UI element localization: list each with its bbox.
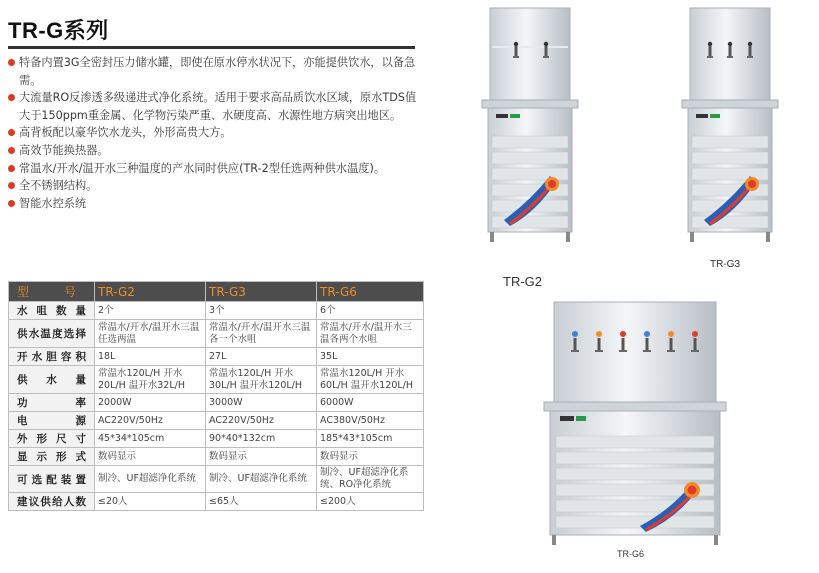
table-cell: 制冷、UF超滤净化系统: [206, 466, 317, 493]
table-cell: 35L: [317, 348, 424, 366]
feature-text: 智能水控系统: [19, 196, 87, 210]
feature-text: 特备内置3G全密封压力储水罐，即使在原水停水状况下，亦能提供饮水，以备急需。: [19, 56, 416, 87]
table-cell: 6000W: [317, 394, 424, 412]
table-cell: 常温水/开水/温开水三温任选两温: [95, 320, 206, 348]
table-cell: 常温水120L/H 开水60L/H 温开水120L/H: [317, 366, 424, 394]
feature-text: 高效节能换热器。: [19, 143, 109, 157]
table-header-cell: TR-G2: [95, 282, 206, 302]
title-underline: [8, 46, 415, 49]
product-image-tr-g3: [680, 6, 780, 246]
product-image-tr-g6: [540, 300, 730, 548]
table-header-row: [9, 282, 424, 302]
title-area: [8, 6, 418, 50]
table-cell: 185*43*105cm: [317, 430, 424, 448]
bullet-icon: [8, 59, 15, 66]
table-row: [9, 320, 424, 348]
bullet-icon: [8, 200, 15, 207]
table-cell: 3000W: [206, 394, 317, 412]
table-cell: 2个: [95, 302, 206, 320]
table-cell: 3个: [206, 302, 317, 320]
row-label: 开水胆容积: [9, 348, 95, 366]
table-cell: ≤20人: [95, 493, 206, 511]
feature-text: 高背板配以豪华饮水龙头，外形高贵大方。: [19, 126, 232, 140]
table-cell: 数码显示: [317, 448, 424, 466]
product-label-tr-g2: TR-G2: [503, 274, 542, 289]
row-label: 供水量: [9, 366, 95, 394]
bullet-icon: [8, 129, 15, 136]
feature-item: [8, 142, 418, 160]
feature-item: [8, 89, 418, 124]
table-header-cell: TR-G6: [317, 282, 424, 302]
table-row: [9, 302, 424, 320]
table-row: [9, 412, 424, 430]
row-label: 可选配装置: [9, 466, 95, 493]
row-label: 电源: [9, 412, 95, 430]
product-label-tr-g6: TR-G6: [617, 549, 644, 559]
table-cell: 常温水120L/H 开水20L/H 温开水32L/H: [95, 366, 206, 394]
table-cell: 制冷、UF超滤净化系统: [95, 466, 206, 493]
table-cell: 45*34*105cm: [95, 430, 206, 448]
table-cell: 18L: [95, 348, 206, 366]
table-cell: 90*40*132cm: [206, 430, 317, 448]
row-label: 供水温度选择: [9, 320, 95, 348]
table-cell: 数码显示: [95, 448, 206, 466]
table-header-cell: TR-G3: [206, 282, 317, 302]
table-cell: 数码显示: [206, 448, 317, 466]
feature-text: 全不锈钢结构。: [19, 179, 98, 193]
table-row: [9, 366, 424, 394]
feature-text: 大流量RO反渗透多级递进式净化系统。适用于要求高品质饮水区域，原水TDS值大于150ppm重金属、化学物污染严重、水硬度高、水源性地方病突出地区。: [19, 91, 417, 122]
table-cell: AC380V/50Hz: [317, 412, 424, 430]
table-cell: 6个: [317, 302, 424, 320]
table-cell: 27L: [206, 348, 317, 366]
table-cell: 制冷、UF超滤净化系统、RO净化系统: [317, 466, 424, 493]
table-cell: ≤65人: [206, 493, 317, 511]
spec-table: [8, 281, 424, 511]
bullet-icon: [8, 182, 15, 189]
feature-item: [8, 177, 418, 195]
table-cell: 常温水120L/H 开水30L/H 温开水120L/H: [206, 366, 317, 394]
bullet-icon: [8, 94, 15, 101]
row-label: 外形尺寸: [9, 430, 95, 448]
row-label: 功率: [9, 394, 95, 412]
feature-text: 常温水/开水/温开水三种温度的产水同时供应(TR-2型任选两种供水温度)。: [19, 161, 386, 175]
table-cell: 2000W: [95, 394, 206, 412]
feature-item: [8, 54, 418, 89]
table-row: [9, 448, 424, 466]
table-row: [9, 348, 424, 366]
row-label: 显示形式: [9, 448, 95, 466]
table-header-cell: 型 号: [9, 282, 95, 302]
feature-item: [8, 195, 418, 213]
row-label: 水咀数量: [9, 302, 95, 320]
table-cell: AC220V/50Hz: [206, 412, 317, 430]
table-cell: 常温水/开水/温开水三温各一个水咀: [206, 320, 317, 348]
feature-item: [8, 124, 418, 142]
table-cell: ≤200人: [317, 493, 424, 511]
feature-list: [8, 54, 418, 212]
table-row: [9, 466, 424, 493]
table-cell: 常温水/开水/温开水三温各两个水咀: [317, 320, 424, 348]
product-label-tr-g3: TR-G3: [710, 259, 740, 270]
table-row: [9, 430, 424, 448]
bullet-icon: [8, 147, 15, 154]
row-label: 建议供给人数: [9, 493, 95, 511]
product-image-tr-g2: [480, 6, 580, 246]
page-title: TR-G系列: [8, 18, 109, 43]
bullet-icon: [8, 165, 15, 172]
table-row: [9, 394, 424, 412]
feature-item: [8, 160, 418, 178]
table-row: [9, 493, 424, 511]
table-cell: AC220V/50Hz: [95, 412, 206, 430]
